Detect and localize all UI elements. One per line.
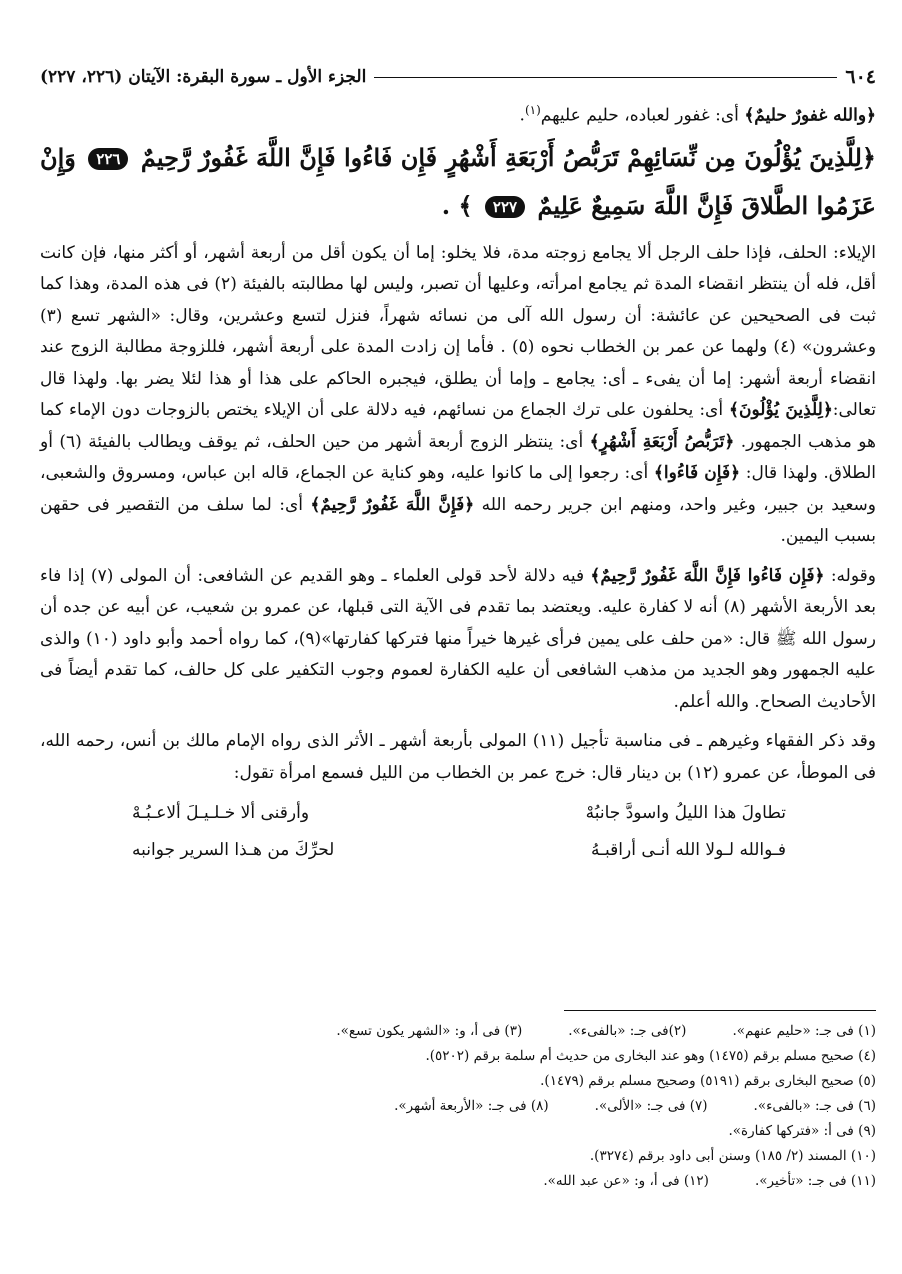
note-ref: (١٠): [80, 628, 124, 649]
running-title: الجزء الأول ـ سورة البقرة: الآيتان (٢٢٦، ٢٢٧): [40, 67, 367, 87]
para-text: وعشرون»: [802, 337, 877, 358]
para-text: أنه لا كفارة عليه. ويعتضد بما تقدم فى الآية التى قبلها، عن عمرو بن شعيب، عن أبيه عن جده أن رسول الله ﷺ قال: «من حلف على يمين فرأى غيرها خيراً منها فتركها كفارتها»: [40, 597, 876, 649]
poem-hemistich-left: وأرقنى ألا خـلـيـلَ ألاعـبُـهْ: [132, 803, 310, 824]
para-text: وقد ذكر الفقهاء وغيرهم ـ فى مناسبة تأجيل: [570, 731, 877, 752]
footnote: (٧) فى جـ: «الألى».: [594, 1098, 708, 1114]
intro-verse: [40, 96, 876, 130]
para-text: بن دينار قال: خرج عمر بن الخطاب من الليل فسمع امرأة تقول:: [233, 762, 682, 783]
running-header: [40, 62, 876, 92]
quran-quote: ﴿لِلَّذِينَ يُؤْلُونَ﴾: [729, 400, 833, 421]
note-ref: (١٢): [681, 762, 725, 783]
footnote-row: [40, 1144, 876, 1169]
footnotes: [40, 1010, 876, 1194]
intro-verse-note-ref: (١): [524, 103, 541, 117]
para-text: وقوله:: [824, 565, 876, 586]
poem-hemistich-right: تطاولَ هذا الليلُ واسودَّ جانبُهْ: [585, 803, 786, 824]
note-ref: (٧): [84, 565, 120, 586]
footnote: (٤) صحيح مسلم برقم (١٤٧٥) وهو عند البخارى من حديث أم سلمة برقم (٥٢٠٢).: [425, 1048, 876, 1064]
header-rule: [374, 77, 837, 78]
para-text: . فأما إن زادت المدة على أربعة أشهر، فللزوجة مطالبة الزوج عند انقضاء أربعة أشهر: إما أن يفىء ـ أى: يجامع ـ وإما أن يطلق، فيجبره الحاكم على هذا أو هذا لئلا يضر بها. ولهذا قال تعالى:: [40, 337, 876, 421]
footnote: (٦) فى جـ: «بالفىء».: [753, 1098, 876, 1114]
footnote-rule: [564, 1010, 876, 1011]
footnote: (١٢) فى أ، و: «عن عبد الله».: [543, 1173, 709, 1189]
poem-verse: [40, 832, 876, 869]
footnote: (٨) فى جـ: «الأربعة أشهر».: [394, 1098, 549, 1114]
paragraph-fuqaha: [40, 726, 876, 789]
footnote-row: [40, 1019, 876, 1044]
para-text: ولهما عن عمر بن الخطاب نحوه: [540, 337, 768, 358]
footnote-row: [40, 1044, 876, 1069]
para-text: ، كما رواه أحمد وأبو داود: [123, 628, 299, 649]
note-ref: (١١): [526, 731, 571, 752]
intro-verse-quote: ﴿والله غفورٌ حليمٌ﴾: [744, 105, 876, 126]
footnote: (٥) صحيح البخارى برقم (٥١٩١) وصحيح مسلم برقم (١٤٧٩).: [540, 1073, 876, 1089]
quran-quote: ﴿فَإِن فَاءُوا فَإِنَّ اللَّهَ غَفُورٌ رَّحِيمٌ﴾: [590, 565, 825, 586]
para-text: الإيلاء: الحلف، فإذا حلف الرجل ألا يجامع زوجته مدة، فلا يخلو: إما أن يكون أقل من أربعة أشهر، أو أكثر منها، فإن كانت أقل، فله أن ينتظر انقضاء المدة ثم يجامع امرأته، وعليها أن تصبر، وليس لها مطالبته بالفيئة: [40, 242, 876, 295]
footnote-row: [40, 1094, 876, 1119]
page-number: ٦٠٤: [845, 66, 876, 88]
main-verse-part2: وَإِنْ عَزَمُوا الطَّلاقَ فَإِنَّ اللَّهَ سَمِيعٌ عَلِيمٌ: [40, 142, 876, 220]
poem-hemistich-right: فـوالله لـولا الله أنـى أراقبـهُ: [590, 840, 786, 861]
quran-quote: ﴿فَإِنَّ اللَّهَ غَفُورٌ رَّحِيمٌ﴾: [310, 494, 475, 515]
footnote: (٩) فى أ: «فتركها كفارة».: [728, 1123, 876, 1139]
para-text: المولى بأربعة أشهر ـ الأثر الذى رواه الإمام مالك بن أنس، رحمه الله، فى الموطأ، عن عمرو: [40, 731, 876, 783]
para-text: أى: يحلفون على ترك الجماع من نسائهم، فيه دلالة على أن الإيلاء يختص بالزوجات دون الإماء كما هو مذهب الجمهور.: [40, 400, 876, 452]
main-verse-part1: ﴿لِلَّذِينَ يُؤْلُونَ مِن نِّسَائِهِمْ تَرَبُّصُ أَرْبَعَةِ أَشْهُرٍ فَإِن فَاءُوا فَإِنَّ اللَّهَ غَفُورٌ رَّحِيمٌ: [140, 142, 876, 172]
page: [40, 62, 876, 869]
note-ref: (٢): [208, 274, 243, 295]
paragraph-ilaa: [40, 238, 876, 553]
para-text: والذى عليه الجمهور وهو الجديد من مذهب الشافعى أن عليه الكفارة لعموم وجوب التكفير على كل حالف، كما تقدم أيضاً فى الأحاديث الصحاح. والله أعلم.: [40, 628, 876, 712]
ayah-number-227: ٢٢٧: [485, 196, 525, 218]
intro-verse-end: .: [519, 105, 525, 126]
note-ref: (٥): [505, 337, 541, 358]
quran-quote: ﴿فَإِن فَاءُوا﴾: [653, 463, 741, 484]
ayah-number-226: ٢٢٦: [88, 148, 128, 170]
note-ref: (٣): [40, 305, 71, 326]
para-text: أى: رجعوا إلى ما كانوا عليه، وهو كناية عن الجماع، قاله ابن عباس، ومسروق والشعبى، وسعيد بن جبير، وغير واحد، ومنهم ابن جرير رحمه الله: [40, 463, 877, 515]
para-text: إذا فاء بعد الأربعة الأشهر: [40, 565, 877, 618]
para-text: أى: ينتظر الزوج أربعة أشهر من حين الحلف، ثم يوقف ويطالب بالفيئة: [88, 431, 590, 452]
poem-hemistich-left: لحرِّكَ من هـذا السرير جوانبه: [132, 840, 335, 861]
footnote-row: [40, 1169, 876, 1194]
poem-verse: [40, 795, 876, 832]
footnote: (١٠) المسند (٢/ ١٨٥) وسنن أبى داود برقم (٣٢٧٤).: [589, 1148, 876, 1164]
footnote: (١١) فى جـ: «تأخير».: [754, 1173, 876, 1189]
note-ref: (٩): [298, 628, 322, 649]
intro-verse-text: أى: غفور لعباده، حليم عليهم: [540, 105, 739, 126]
footnote-row: [40, 1119, 876, 1144]
main-verse: [40, 134, 876, 230]
note-ref: (٤): [767, 337, 803, 358]
footnote: (٣) فى أ، و: «الشهر يكون تسع».: [336, 1023, 523, 1039]
para-text: فيه دلالة لأحد قولى العلماء ـ وهو القديم عن الشافعى: أن المولى: [119, 565, 591, 586]
para-text: فى هذه المدة، وهذا كما ثبت فى الصحيحين عن عائشة: أن رسول الله آلى من نسائه شهراً، فنزل لتسع وعشرين، وقال: «الشهر تسع: [40, 274, 876, 326]
note-ref: (٦): [52, 431, 89, 452]
paragraph-kaffara: [40, 561, 876, 719]
main-verse-end: ﴾ .: [441, 190, 473, 220]
para-text: أو الطلاق. ولهذا قال:: [40, 431, 876, 484]
footnote: (٢)فى جـ: «بالفىء».: [568, 1023, 687, 1039]
footnote: (١) فى جـ: «حليم عنهم».: [732, 1023, 876, 1039]
footnote-row: [40, 1069, 876, 1094]
para-text: أى: لما سلف من التقصير فى حقهن بسبب اليمين.: [40, 494, 876, 547]
quran-quote: ﴿تَرَبُّصُ أَرْبَعَةِ أَشْهُرٍ﴾: [589, 431, 735, 452]
poem: [40, 795, 876, 869]
note-ref: (٨): [717, 597, 752, 618]
